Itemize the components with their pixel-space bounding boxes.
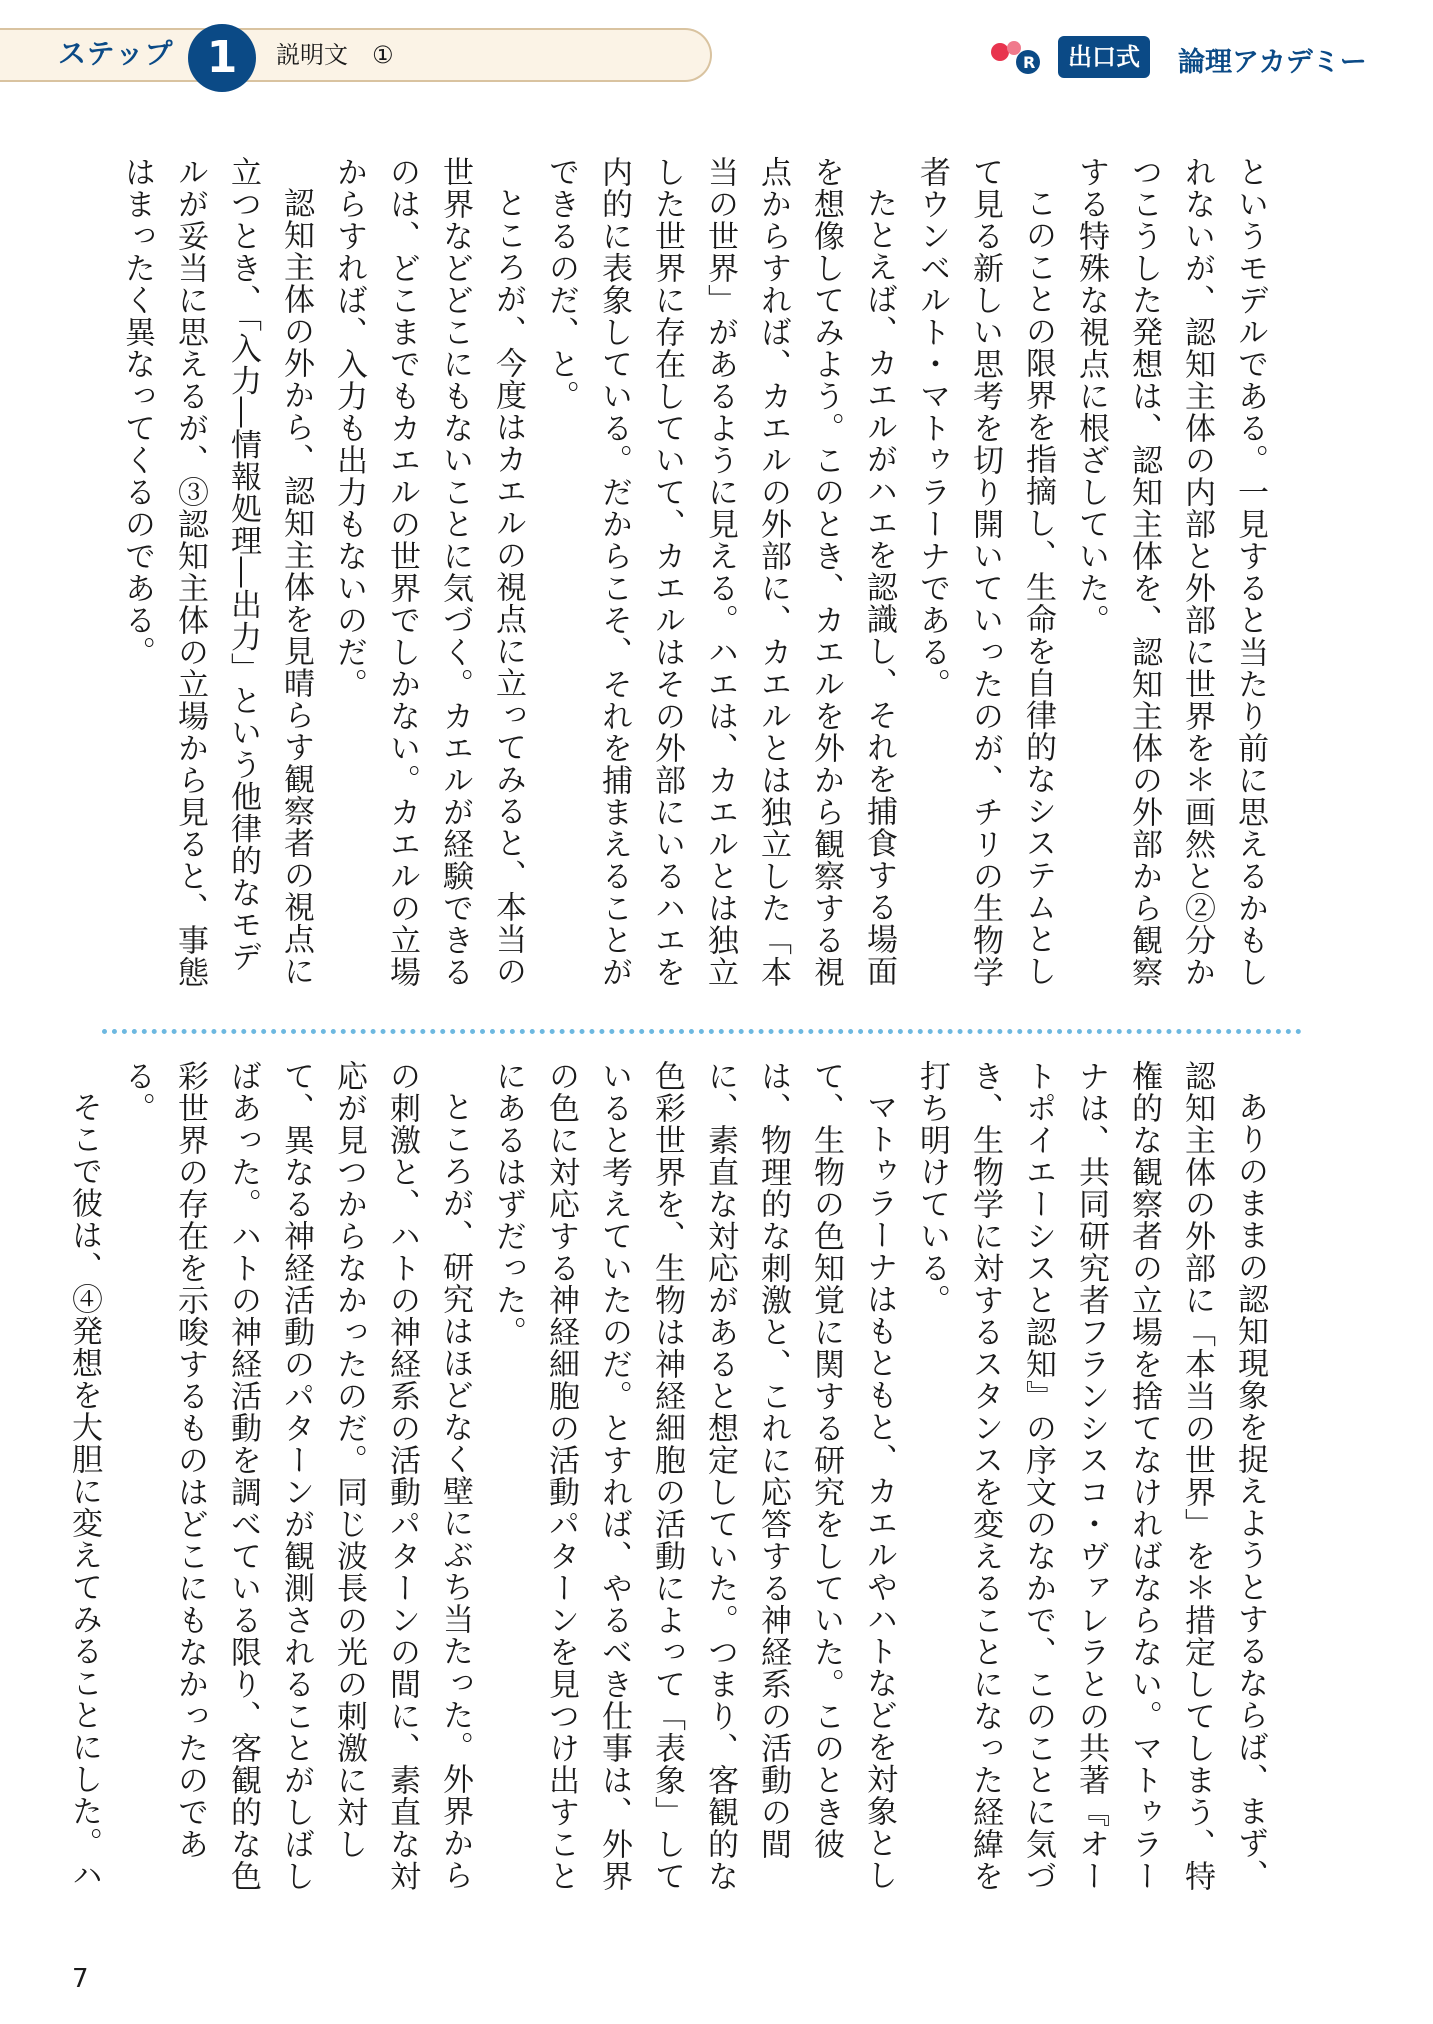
section-title: 説明文 ① xyxy=(276,41,394,69)
step-label: ステップ xyxy=(58,37,174,70)
paragraph: マトゥラーナはもともと、カエルやハトなどを対象として、生物の色知覚に関する研究をしていた。このとき彼は、物理的な刺激と、これに応答する神経系の活動の間に、素直な対応があると想定していた。つまり、客観的な色彩世界を、生物は神経細胞の活動によって「表象」していると考えていたのだ。とすれば、やるべき仕事は、外界の色に対応する神経細胞の活動パターンを見つけ出すことにあるはずだった。 xyxy=(490,1060,897,1892)
rika-logo-icon xyxy=(988,38,1052,78)
paragraph: ところが、研究はほどなく壁にぶち当たった。外界からの刺激と、ハトの神経系の活動パターンの間に、素直な対応が見つからなかったのだ。同じ波長の光の刺激に対して、異なる神経活動のパターンが観測されることがしばしばあった。ハトの神経活動を調べている限り、客観的な色彩世界の存在を示唆するものはどこにもなかったのである。 xyxy=(119,1060,473,1892)
paragraph: ところが、今度はカエルの視点に立ってみると、本当の世界などどこにもないことに気づく。カエルが経験できるのは、どこまでもカエルの世界でしかない。カエルの立場からすれば、入力も出力もないのだ。 xyxy=(331,156,526,988)
brand-area xyxy=(988,30,1408,84)
brand-badge: 出口式 xyxy=(1058,36,1150,78)
upper-text-section xyxy=(119,156,1276,1002)
svg-text:R: R xyxy=(1023,53,1036,72)
lower-text-section xyxy=(66,1060,1276,1910)
paragraph: というモデルである。一見すると当たり前に思えるかもしれないが、認知主体の内部と外部に世界を＊画然と②分かつこうした発想は、認知主体を、認知主体の外部から観察する特殊な視点に根ざしていた。 xyxy=(1073,156,1268,988)
paragraph: そこで彼は、④発想を大胆に変えてみることにした。ハ xyxy=(66,1091,102,1891)
step-number-badge: 1 xyxy=(188,24,256,92)
paragraph: このことの限界を指摘し、生命を自律的なシステムとして見る新しい思考を切り開いていったのが、チリの生物学者ウンベルト・マトゥラーナである。 xyxy=(914,156,1056,988)
brand-name: 論理アカデミー xyxy=(1178,47,1367,78)
paragraph: 認知主体の外から、認知主体を見晴らす観察者の視点に立つとき、「入力―情報処理―出力」という他律的なモデルが妥当に思えるが、③認知主体の立場から見ると、事態はまったく異なってくるのである。 xyxy=(119,156,314,988)
page-header xyxy=(0,24,1433,90)
paragraph: ありのままの認知現象を捉えようとするならば、まず、認知主体の外部に「本当の世界」を＊措定してしまう、特権的な観察者の立場を捨てなければならない。マトゥラーナは、共同研究者フランシスコ・ヴァレラとの共著『オートポイエーシスと認知』の序文のなかで、このことに気づき、生物学に対するスタンスを変えることになった経緯を打ち明けている。 xyxy=(914,1060,1268,1892)
paragraph: たとえば、カエルがハエを認識し、それを捕食する場面を想像してみよう。このとき、カエルを外から観察する視点からすれば、カエルの外部に、カエルとは独立した「本当の世界」があるように見える。ハエは、カエルとは独立した世界に存在していて、カエルはその外部にいるハエを内的に表象している。だからこそ、それを捕まえることができるのだ、と。 xyxy=(543,156,897,988)
page-number: 7 xyxy=(72,1964,89,1994)
dotted-divider xyxy=(102,1029,1302,1034)
